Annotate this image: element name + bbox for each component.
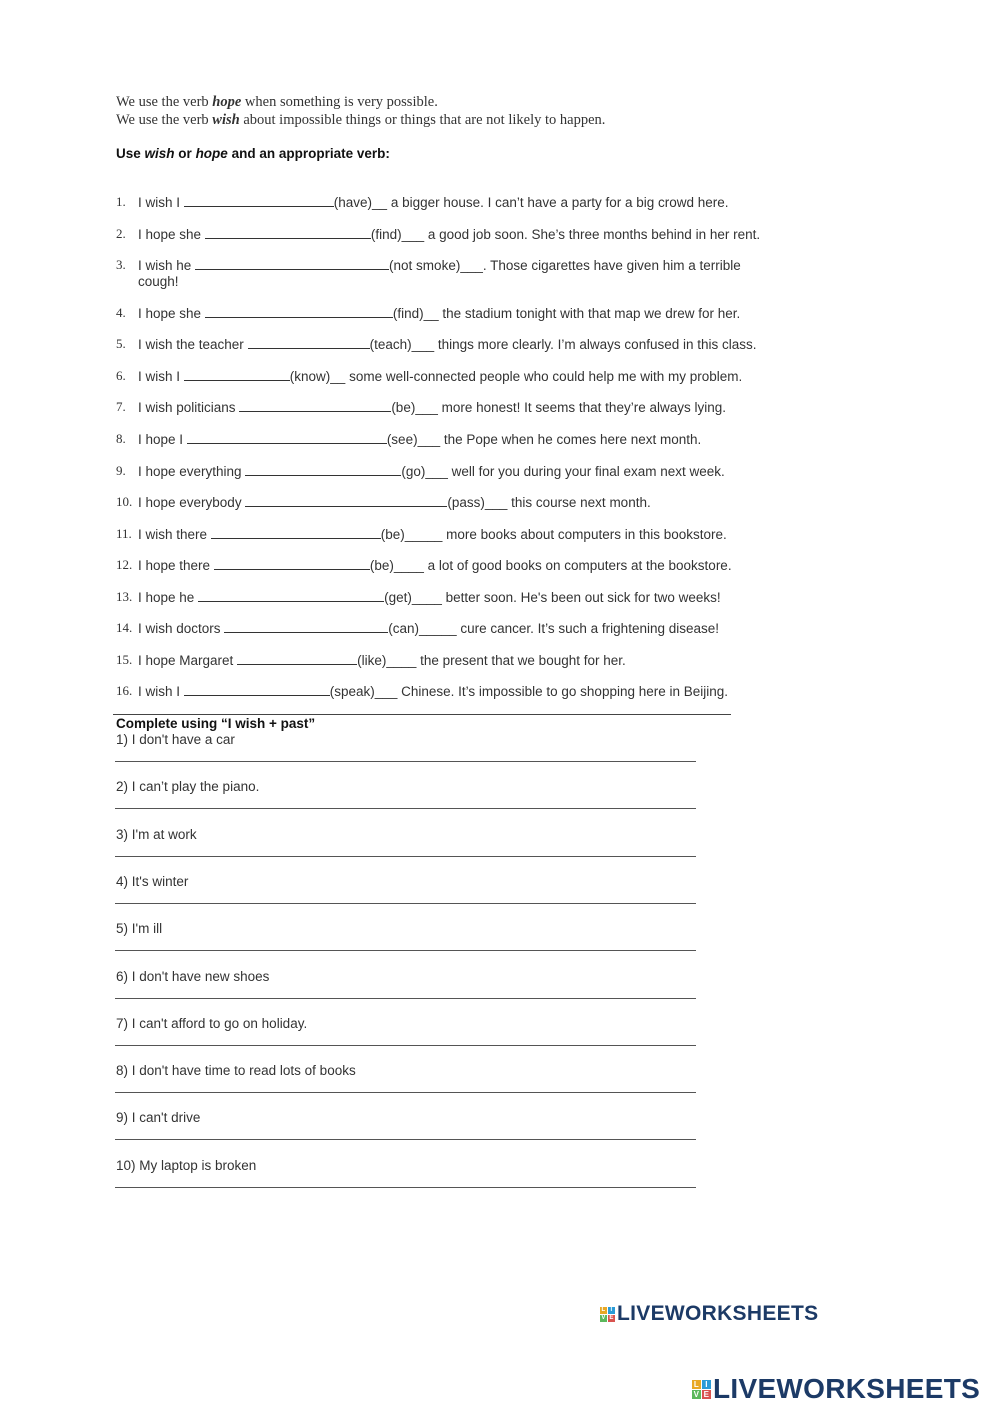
exercise-number: 15. [116, 652, 133, 667]
exercise-rest: a good job soon. She’s three months behind in her rent. [424, 227, 761, 242]
exercise-number: 12. [116, 557, 133, 572]
exercise-number: 5. [116, 336, 126, 351]
answer-line[interactable] [115, 1092, 696, 1093]
wish-prompt: 6) I don't have new shoes [116, 968, 270, 984]
exercise-number: 3. [116, 257, 126, 272]
verb-hint: (find)___ [370, 227, 425, 242]
exercise-subject: I wish he [138, 258, 192, 273]
wish-prompt: 1) I don't have a car [116, 732, 235, 747]
answer-blank[interactable] [184, 368, 290, 381]
answer-line[interactable] [115, 903, 696, 904]
exercise-number: 14. [116, 620, 133, 635]
exercise-item [116, 620, 766, 637]
answer-blank[interactable] [205, 226, 371, 239]
answer-blank[interactable] [184, 194, 334, 207]
part2-title: Complete using “I wish + past” [116, 716, 316, 731]
answer-line[interactable] [115, 1139, 696, 1140]
exercise-rest: the stadium tonight with that map we drew for her. [438, 306, 741, 321]
wish-prompt: 10) My laptop is broken [116, 1157, 257, 1173]
exercise-rest: a bigger house. I can’t have a party for a big crowd here. [387, 195, 729, 210]
logo-text: LIVEWORKSHEETS [617, 1302, 819, 1325]
wish-prompt: 2) I can’t play the piano. [116, 779, 260, 795]
verb-hint: (not smoke)___. [389, 258, 487, 273]
exercise-item [116, 463, 766, 480]
exercise-item [116, 526, 766, 543]
exercise-number: 9. [116, 463, 126, 478]
answer-blank[interactable] [187, 431, 387, 444]
logo-tile: I [608, 1307, 615, 1314]
verb-hint: (be)_____ [380, 527, 443, 542]
exercise-number: 11. [116, 526, 132, 541]
verb-hint: (find)__ [392, 306, 439, 321]
liveworksheets-footer-logo [692, 1373, 980, 1405]
exercise-subject: I hope everything [138, 464, 242, 479]
answer-blank[interactable] [245, 494, 447, 507]
logo-tiles-icon [600, 1307, 615, 1322]
wish-prompt: 9) I can't drive [116, 1110, 201, 1126]
exercise-item [116, 336, 766, 353]
answer-line[interactable] [115, 998, 696, 999]
answer-line[interactable] [115, 808, 696, 809]
answer-line[interactable] [115, 856, 696, 857]
answer-blank[interactable] [224, 620, 388, 633]
exercise-item [116, 431, 766, 448]
answer-line[interactable] [115, 1187, 696, 1188]
exercise-item [116, 494, 766, 511]
exercise-subject: I hope there [138, 558, 211, 573]
exercise-item [116, 305, 766, 322]
answer-line[interactable] [115, 1045, 696, 1046]
exercise-number: 7. [116, 399, 126, 414]
exercise-number: 8. [116, 431, 126, 446]
verb-hint: (speak)___ [329, 684, 398, 699]
verb-hint: (teach)___ [369, 337, 435, 352]
exercise-rest: more honest! It seems that they’re always lying. [437, 400, 726, 415]
answer-blank[interactable] [184, 683, 330, 696]
verb-hint: (be)___ [391, 400, 438, 415]
exercise-item [116, 399, 766, 416]
exercise-number: 10. [116, 494, 133, 509]
exercise-item [116, 257, 766, 290]
answer-blank[interactable] [248, 336, 370, 349]
answer-blank[interactable] [198, 589, 384, 602]
exercise-rest: the present that we bought for her. [416, 653, 626, 668]
exercise-item [116, 368, 766, 385]
exercise-rest: more books about computers in this bookstore. [442, 527, 727, 542]
answer-blank[interactable] [214, 557, 370, 570]
exercise-rest: better soon. He's been out sick for two weeks! [441, 590, 721, 605]
keyword-hope: hope [212, 94, 242, 110]
exercise-item [116, 194, 766, 211]
exercise-subject: I wish I [138, 369, 181, 384]
exercise-number: 1. [116, 194, 126, 209]
verb-hint: (go)___ [401, 464, 448, 479]
exercise-subject: I hope everybody [138, 495, 242, 510]
exercise-rest: the Pope when he comes here next month. [440, 432, 702, 447]
verb-hint: (know)__ [289, 369, 346, 384]
logo-tile: L [693, 1379, 700, 1389]
exercise-subject: I wish I [138, 195, 181, 210]
answer-blank[interactable] [239, 399, 391, 412]
answer-blank[interactable] [205, 305, 393, 318]
answer-blank[interactable] [245, 463, 401, 476]
logo-tile: E [703, 1389, 710, 1399]
exercise-number: 6. [116, 368, 126, 383]
exercise-subject: I hope Margaret [138, 653, 234, 668]
exercise-subject: I hope she [138, 227, 202, 242]
exercise-subject: I wish the teacher [138, 337, 244, 352]
wish-prompt: 7) I can't afford to go on holiday. [116, 1015, 308, 1031]
verb-hint: (see)___ [386, 432, 441, 447]
verb-hint: (like)____ [357, 653, 417, 668]
exercise-subject: I wish there [138, 527, 208, 542]
exercise-rest: some well-connected people who could help me with my problem. [345, 369, 743, 384]
answer-line[interactable] [115, 761, 696, 762]
exercise-item [116, 652, 766, 669]
verb-hint: (pass)___ [447, 495, 508, 510]
exercise-rest: a lot of good books on computers at the bookstore. [423, 558, 732, 573]
exercise-number: 13. [116, 589, 133, 604]
intro-line-hope: We use the verb hope when something is very possible. [116, 94, 438, 110]
exercise-subject: I hope she [138, 306, 202, 321]
verb-hint: (have)__ [333, 195, 388, 210]
exercise-subject: I wish politicians [138, 400, 236, 415]
answer-blank[interactable] [237, 652, 357, 665]
verb-hint: (can)_____ [388, 621, 457, 636]
keyword-wish: wish [212, 112, 240, 128]
logo-tile: L [601, 1306, 606, 1313]
exercise-subject: I wish I [138, 684, 181, 699]
exercise-number: 4. [116, 305, 126, 320]
section-divider [113, 714, 731, 715]
intro-line-wish: We use the verb wish about impossible things or things that are not likely to happen. [116, 112, 606, 128]
logo-tiles-icon [692, 1380, 711, 1399]
verb-hint: (be)____ [369, 558, 424, 573]
exercise-rest: this course next month. [507, 495, 651, 510]
exercise-number: 16. [116, 683, 133, 698]
exercise-rest: cure cancer. It’s such a frightening disease! [456, 621, 720, 636]
logo-tile: E [609, 1314, 614, 1321]
exercise-subject: I wish doctors [138, 621, 221, 636]
answer-line[interactable] [115, 950, 696, 951]
logo-tile: I [702, 1380, 711, 1389]
exercise-rest: Those cigarettes have given him a terrible cough! [138, 258, 741, 289]
liveworksheets-logo [600, 1302, 818, 1326]
exercise-rest: things more clearly. I’m always confused in this class. [434, 337, 757, 352]
exercise-rest: well for you during your final exam next week. [447, 464, 725, 479]
logo-tile: V [693, 1389, 700, 1399]
exercise-subject: I hope I [138, 432, 184, 447]
answer-blank[interactable] [211, 526, 381, 539]
exercise-item [116, 683, 766, 700]
logo-text: LIVEWORKSHEETS [713, 1373, 981, 1404]
exercise-instruction: Use wish or hope and an appropriate verb: [116, 146, 390, 161]
exercise-item [116, 226, 766, 243]
wish-prompt: 4) It's winter [116, 873, 189, 889]
wish-prompt: 5) I'm ill [116, 921, 163, 937]
logo-tile: V [601, 1314, 606, 1321]
answer-blank[interactable] [195, 257, 389, 270]
exercise-item [116, 557, 766, 574]
exercise-item [116, 589, 766, 606]
intro-text [116, 93, 605, 129]
exercise-number: 2. [116, 226, 126, 241]
wish-prompt: 3) I'm at work [116, 826, 197, 842]
verb-hint: (get)____ [384, 590, 442, 605]
wish-prompt: 8) I don't have time to read lots of books [116, 1063, 356, 1079]
exercise-subject: I hope he [138, 590, 195, 605]
exercise-rest: Chinese. It’s impossible to go shopping here in Beijing. [397, 684, 729, 699]
